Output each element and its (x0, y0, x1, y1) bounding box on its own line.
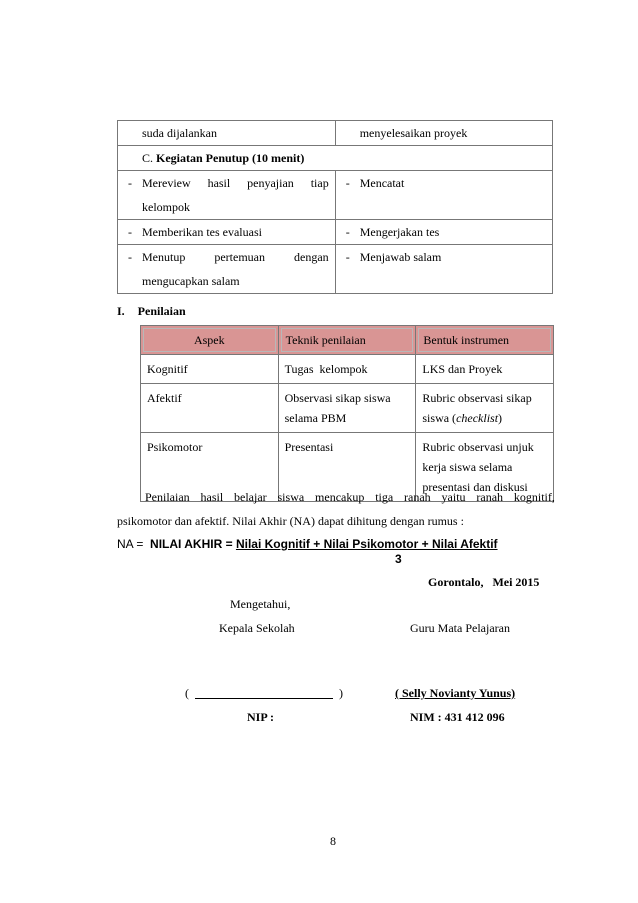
table-row (141, 384, 554, 433)
word: pertemuan (214, 250, 266, 264)
dash: - (345, 250, 350, 264)
cell-line (422, 408, 547, 428)
paragraph-line-1 (145, 490, 555, 505)
italic-text: checklist (456, 411, 499, 425)
cell-text: kelompok (142, 200, 190, 214)
dash: - (345, 225, 350, 239)
word: penyajian (247, 176, 294, 190)
section-prefix: C. (142, 151, 154, 165)
page-number: 8 (330, 834, 336, 848)
dash: - (128, 176, 132, 190)
word: tiga (375, 490, 394, 504)
section-title: Penilaian (137, 304, 186, 318)
cell-line: presentasi dan diskusi (422, 480, 528, 494)
cell-text: suda dijalankan (142, 126, 217, 140)
cell-line: selama PBM (284, 411, 347, 425)
header-cell (416, 326, 554, 355)
section-title: Kegiatan Penutup (156, 151, 250, 165)
word: ranah (404, 490, 431, 504)
word: hasil (207, 176, 231, 190)
text: ) (498, 411, 503, 425)
word: belajar (234, 490, 267, 504)
cell-text: menyelesaikan proyek (359, 126, 468, 140)
section-row (118, 146, 553, 171)
right-signature-name (395, 686, 515, 701)
formula-prefix: NA = (117, 537, 147, 551)
table-row (118, 171, 553, 220)
dash: - (128, 225, 132, 239)
word: kognitif, (513, 490, 555, 504)
table-cell: Tugas kelompok (278, 355, 416, 384)
place-date: Gorontalo, Mei 2015 (428, 575, 540, 589)
formula-label: NILAI AKHIR = (150, 537, 236, 551)
close-paren: ) (339, 686, 343, 700)
word: mencakup (315, 490, 365, 504)
cell-text: Mengerjakan tes (359, 225, 440, 239)
section-number: I. (117, 304, 125, 318)
name-text: ( Selly Novianty Yunus) (395, 686, 516, 700)
word: dengan (294, 250, 329, 264)
section-i-heading (117, 304, 186, 319)
header-text: Teknik penilaian (281, 328, 414, 352)
word: hasil (200, 490, 224, 504)
cell-text: Menjawab salam (359, 250, 442, 264)
table-row (118, 245, 553, 294)
table-cell (278, 384, 416, 433)
right-title: Guru Mata Pelajaran (410, 621, 510, 635)
word: siswa (277, 490, 305, 504)
table-row (118, 121, 553, 146)
table-cell: LKS dan Proyek (416, 355, 554, 384)
left-signature-line (185, 686, 343, 701)
formula (117, 537, 498, 551)
word: Mereview (142, 176, 191, 190)
open-paren: ( (185, 686, 189, 700)
cell-text: Memberikan tes evaluasi (142, 225, 262, 239)
table-cell (335, 171, 552, 220)
table-cell (118, 220, 336, 245)
section-duration: (10 menit) (252, 151, 305, 165)
table-cell: Presentasi (278, 433, 416, 502)
word: tiap (310, 176, 329, 190)
cell-line: Observasi sikap siswa (284, 391, 391, 405)
table-cell (335, 245, 552, 294)
left-id: NIP : (247, 710, 274, 724)
word: yaitu (441, 490, 466, 504)
word: Penilaian (145, 490, 190, 504)
header-text: Aspek (143, 328, 276, 352)
paragraph-line-2: psikomotor dan afektif. Nilai Akhir (NA) dapat dihitung dengan rumus : (117, 514, 464, 528)
right-id: NIM : 431 412 096 (410, 710, 505, 724)
dash: - (128, 250, 132, 264)
table-cell: Kognitif (141, 355, 279, 384)
mengetahui-label: Mengetahui, (230, 597, 291, 611)
formula-denominator: 3 (395, 552, 402, 566)
table-cell: Psikomotor (141, 433, 279, 502)
cell-text: Mencatat (359, 176, 405, 190)
left-title: Kepala Sekolah (219, 621, 295, 635)
header-text: Bentuk instrumen (418, 328, 551, 352)
header-cell (141, 326, 279, 355)
activity-table (117, 120, 553, 294)
assessment-table (140, 325, 554, 502)
table-cell (118, 245, 336, 294)
text: siswa ( (422, 411, 457, 425)
table-row (141, 355, 554, 384)
table-cell (335, 121, 552, 146)
table-cell (335, 220, 552, 245)
header-cell (278, 326, 416, 355)
table-header-row (141, 326, 554, 355)
dash: - (345, 176, 350, 190)
word: ranah (476, 490, 504, 504)
cell-text: mengucapkan salam (142, 274, 240, 288)
cell-line: Rubric observasi sikap (422, 391, 532, 405)
word: Menutup (142, 250, 186, 264)
table-cell (118, 121, 336, 146)
table-cell (118, 171, 336, 220)
cell-line: kerja siswa selama (422, 460, 513, 474)
section-heading (118, 146, 553, 171)
table-cell (416, 384, 554, 433)
table-cell: Afektif (141, 384, 279, 433)
signature-blank (195, 686, 333, 699)
table-row (118, 220, 553, 245)
formula-numerator: Nilai Kognitif + Nilai Psikomotor + Nilai Afektif (235, 537, 498, 551)
cell-line: Rubric observasi unjuk (422, 440, 534, 454)
